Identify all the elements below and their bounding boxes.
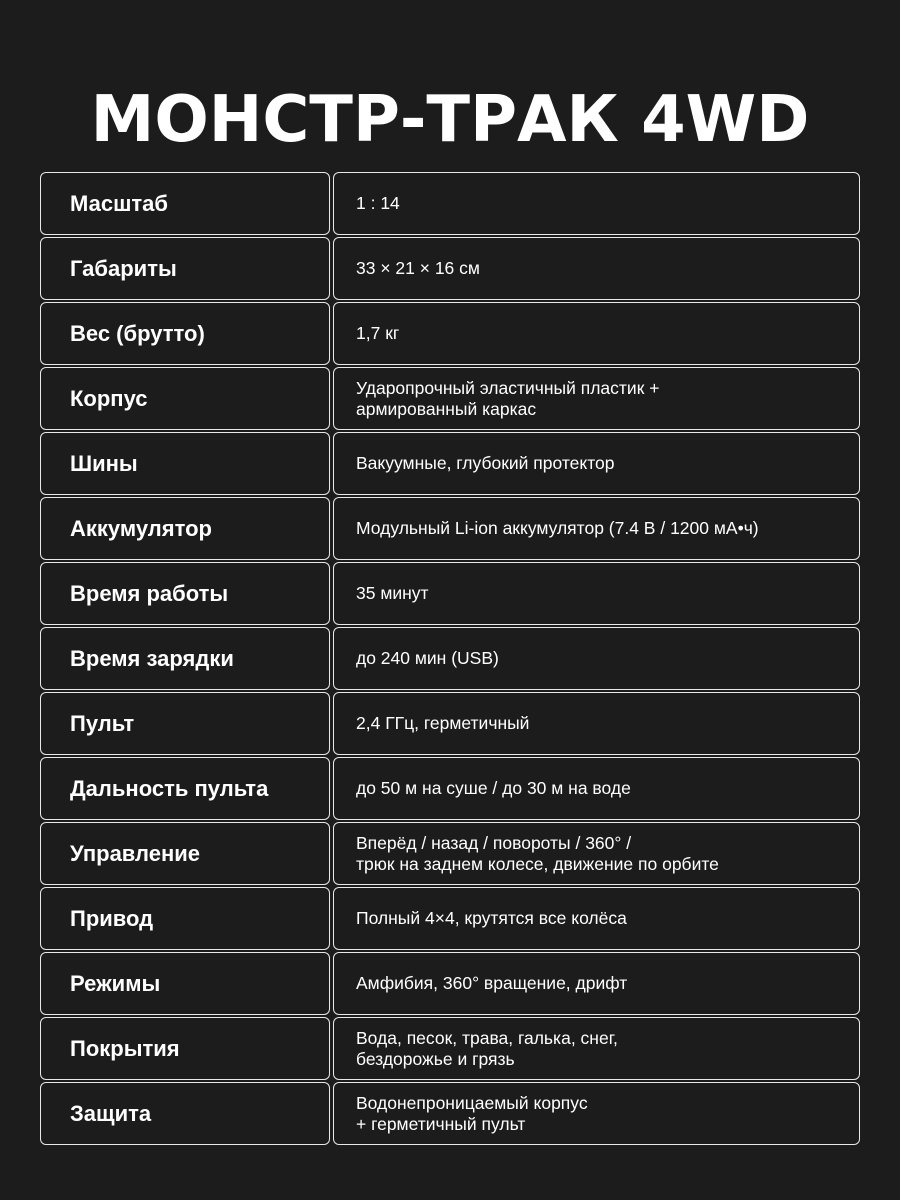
spec-row-dimensions xyxy=(40,237,860,300)
spec-value: Водонепроницаемый корпус + герметичный пульт xyxy=(333,1082,860,1145)
spec-label: Управление xyxy=(40,822,330,885)
spec-row-body xyxy=(40,367,860,430)
spec-row-tires xyxy=(40,432,860,495)
spec-row-controls xyxy=(40,822,860,885)
spec-value: Вакуумные, глубокий протектор xyxy=(333,432,860,495)
spec-value: 1 : 14 xyxy=(333,172,860,235)
spec-label: Аккумулятор xyxy=(40,497,330,560)
spec-table xyxy=(40,172,860,1147)
spec-value: 33 × 21 × 16 см xyxy=(333,237,860,300)
spec-label: Покрытия xyxy=(40,1017,330,1080)
spec-row-runtime xyxy=(40,562,860,625)
page-title: МОНСТР-ТРАК 4WD xyxy=(90,83,810,157)
spec-row-battery xyxy=(40,497,860,560)
spec-row-modes xyxy=(40,952,860,1015)
spec-value: Вода, песок, трава, галька, снег, бездорожье и грязь xyxy=(333,1017,860,1080)
spec-value: 1,7 кг xyxy=(333,302,860,365)
spec-row-protection xyxy=(40,1082,860,1145)
spec-value: до 240 мин (USB) xyxy=(333,627,860,690)
spec-label: Время зарядки xyxy=(40,627,330,690)
spec-row-remote xyxy=(40,692,860,755)
spec-row-terrain xyxy=(40,1017,860,1080)
spec-label: Время работы xyxy=(40,562,330,625)
spec-label: Дальность пульта xyxy=(40,757,330,820)
spec-row-drive xyxy=(40,887,860,950)
spec-label: Габариты xyxy=(40,237,330,300)
spec-value: Модульный Li-ion аккумулятор (7.4 В / 1200 мА•ч) xyxy=(333,497,860,560)
spec-value: до 50 м на суше / до 30 м на воде xyxy=(333,757,860,820)
spec-label: Корпус xyxy=(40,367,330,430)
spec-label: Защита xyxy=(40,1082,330,1145)
spec-value: 35 минут xyxy=(333,562,860,625)
spec-label: Привод xyxy=(40,887,330,950)
spec-row-charge-time xyxy=(40,627,860,690)
spec-value: Ударопрочный эластичный пластик + армированный каркас xyxy=(333,367,860,430)
spec-row-scale xyxy=(40,172,860,235)
spec-label: Шины xyxy=(40,432,330,495)
spec-value: Полный 4×4, крутятся все колёса xyxy=(333,887,860,950)
spec-label: Режимы xyxy=(40,952,330,1015)
spec-value: Вперёд / назад / повороты / 360° / трюк на заднем колесе, движение по орбите xyxy=(333,822,860,885)
spec-row-remote-range xyxy=(40,757,860,820)
spec-label: Пульт xyxy=(40,692,330,755)
spec-label: Масштаб xyxy=(40,172,330,235)
spec-value: Амфибия, 360° вращение, дрифт xyxy=(333,952,860,1015)
spec-label: Вес (брутто) xyxy=(40,302,330,365)
spec-value: 2,4 ГГц, герметичный xyxy=(333,692,860,755)
spec-row-weight xyxy=(40,302,860,365)
